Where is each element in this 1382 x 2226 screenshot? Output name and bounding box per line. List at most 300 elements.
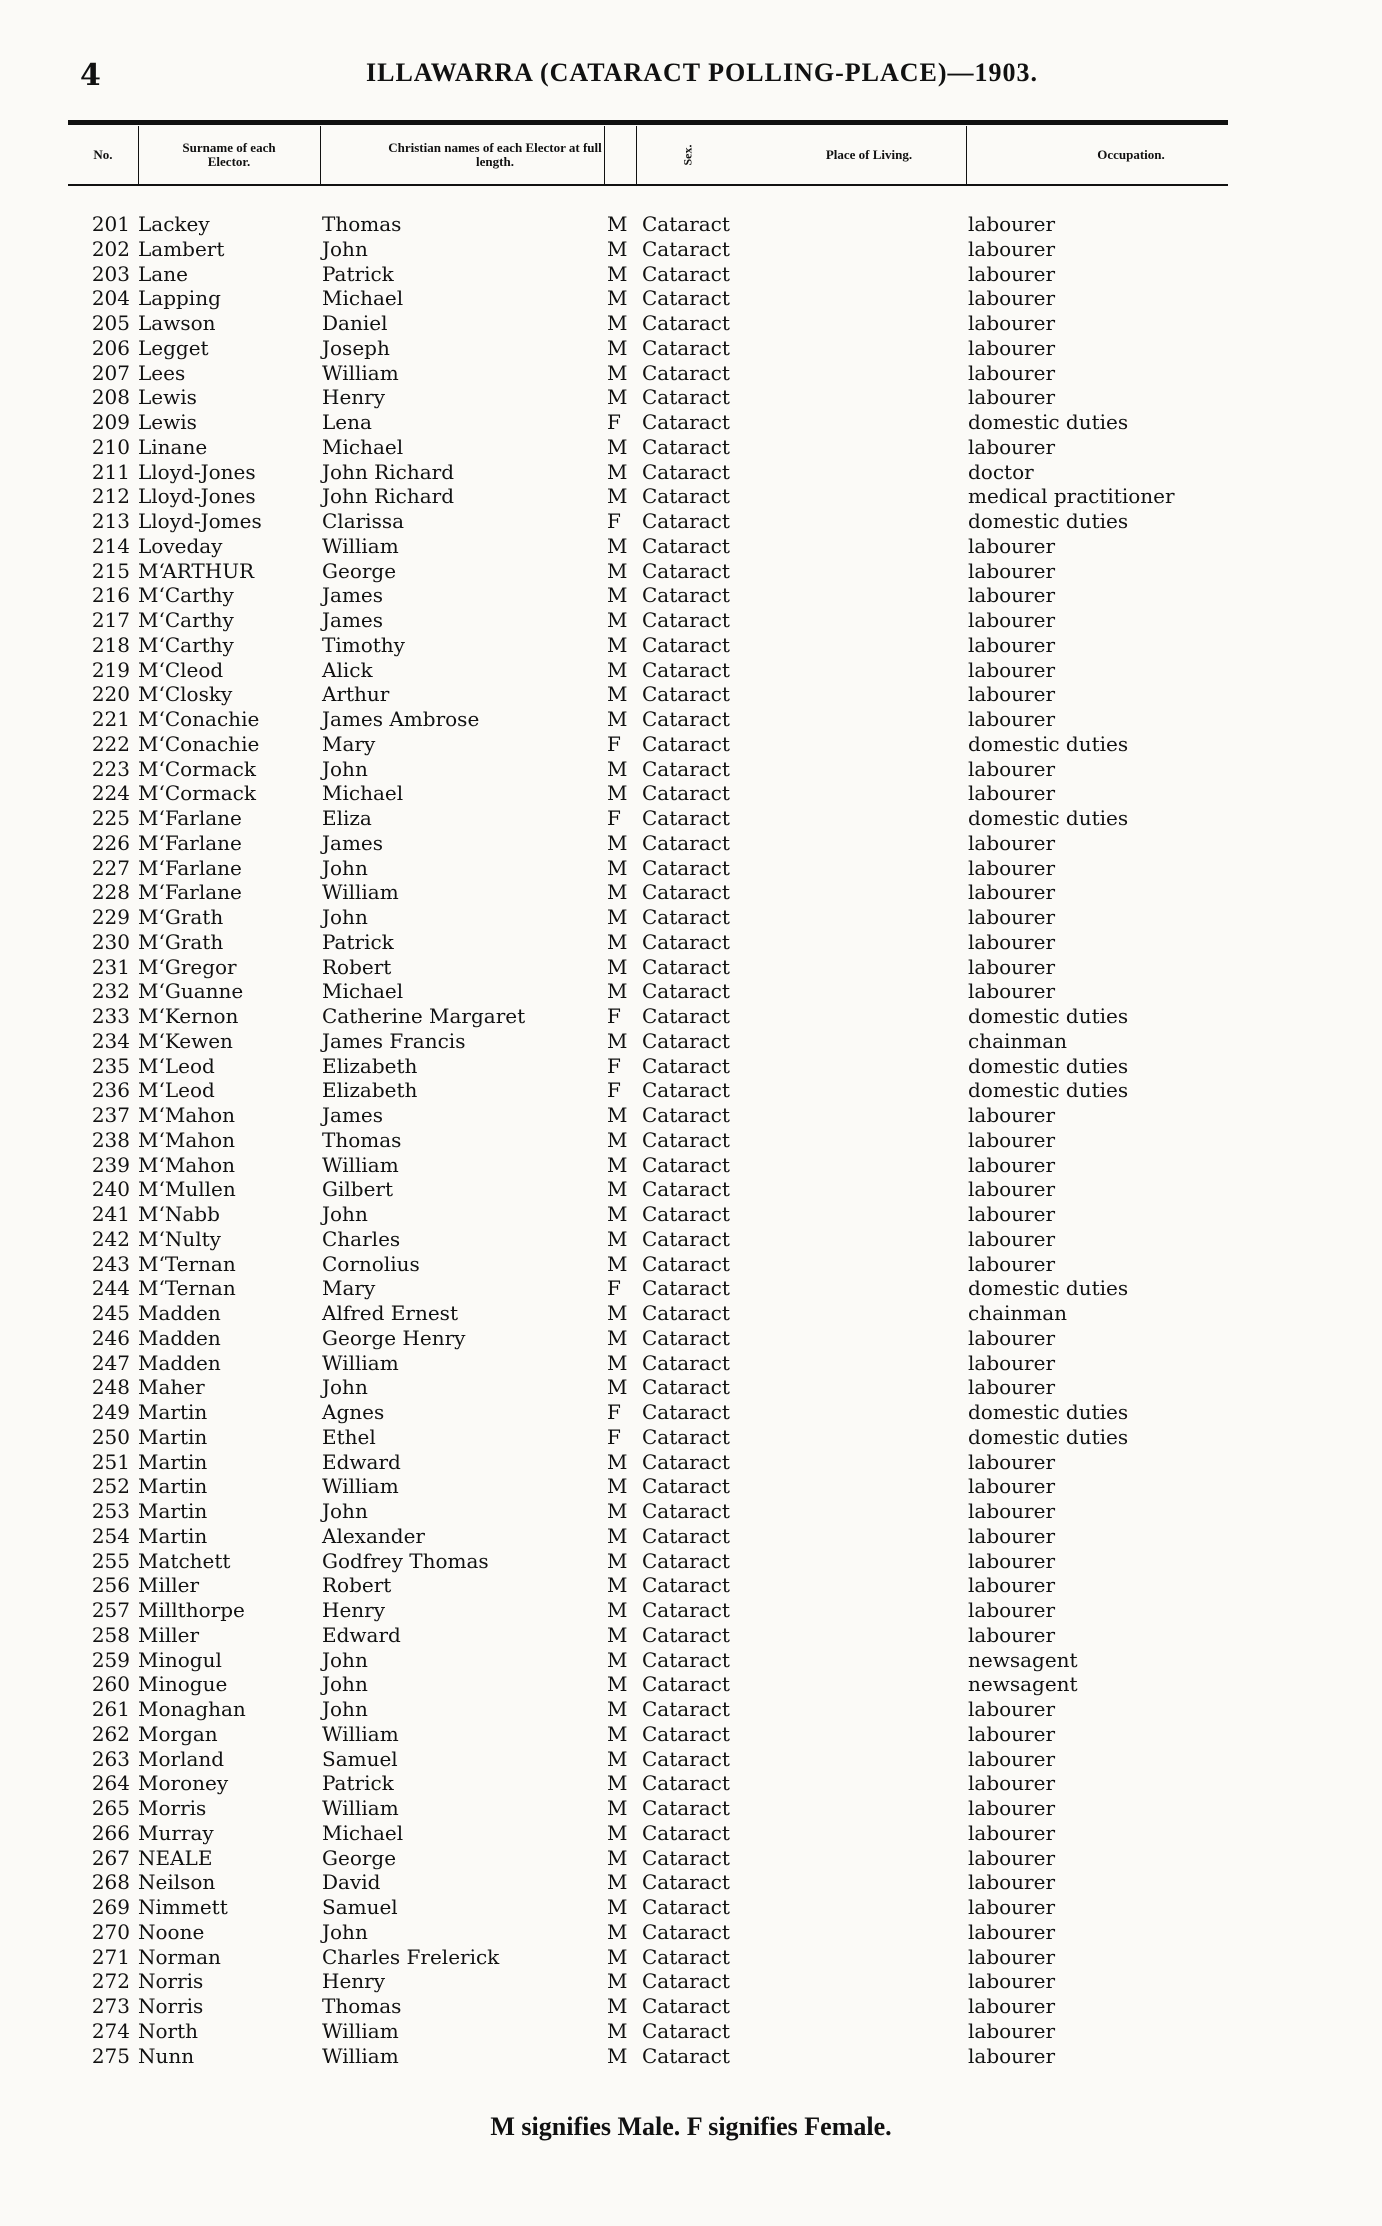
elector-number: 243 [91, 1251, 130, 1276]
elector-surname: Murray [138, 1820, 214, 1845]
elector-place: Cataract [642, 212, 730, 236]
elector-place: Cataract [642, 1746, 730, 1771]
elector-number: 272 [91, 1969, 130, 1994]
elector-surname: Norris [138, 1969, 204, 1994]
elector-place: Cataract [642, 657, 730, 682]
elector-given-names: Ethel [322, 1424, 376, 1449]
elector-number: 255 [91, 1548, 130, 1573]
elector-occupation: labourer [968, 1994, 1056, 2018]
elector-given-names: John [322, 855, 368, 880]
elector-given-names: William [322, 2018, 399, 2043]
elector-number: 256 [91, 1573, 130, 1598]
elector-surname: Martin [138, 1499, 208, 1523]
elector-place: Cataract [642, 1325, 730, 1350]
table-row [0, 286, 1382, 311]
table-row [0, 1177, 1382, 1202]
elector-sex: M [607, 1523, 628, 1548]
elector-given-names: William [322, 1152, 399, 1177]
elector-place: Cataract [642, 2043, 730, 2068]
elector-occupation: domestic duties [968, 731, 1129, 756]
table-row [0, 1400, 1382, 1425]
elector-occupation: labourer [968, 2043, 1056, 2068]
elector-occupation: labourer [968, 2018, 1056, 2043]
elector-surname: M‘Mullen [138, 1177, 236, 1202]
elector-given-names: Timothy [322, 632, 405, 657]
table-row [0, 559, 1382, 584]
elector-given-names: Robert [322, 954, 392, 979]
elector-number: 226 [91, 830, 130, 855]
elector-given-names: Henry [322, 1969, 386, 1994]
header-place: Place of Living. [825, 147, 913, 162]
elector-occupation: newsagent [968, 1672, 1078, 1697]
table-row [0, 1697, 1382, 1722]
table-row [0, 1722, 1382, 1747]
elector-given-names: Thomas [322, 1994, 402, 2018]
elector-occupation: labourer [968, 1622, 1056, 1647]
elector-number: 222 [91, 731, 130, 756]
elector-place: Cataract [642, 583, 730, 608]
elector-given-names: Charles [322, 1226, 401, 1251]
elector-number: 251 [91, 1449, 130, 1474]
elector-given-names: Henry [322, 385, 386, 410]
elector-occupation: labourer [968, 1474, 1056, 1499]
elector-occupation: labourer [968, 1152, 1056, 1177]
elector-number: 205 [91, 311, 130, 335]
elector-place: Cataract [642, 1004, 730, 1028]
elector-given-names: Charles Frelerick [322, 1944, 500, 1969]
sex-legend-footer: M signifies Male. F signifies Female. [490, 2112, 892, 2141]
elector-sex: M [607, 1969, 628, 1994]
elector-surname: NEALE [138, 1845, 213, 1870]
elector-number: 206 [91, 335, 130, 360]
elector-place: Cataract [642, 1994, 730, 2018]
elector-sex: M [607, 335, 628, 360]
elector-number: 271 [91, 1944, 130, 1969]
elector-sex: M [607, 954, 628, 979]
elector-given-names: James [322, 608, 384, 632]
elector-surname: Millthorpe [138, 1598, 245, 1622]
table-row [0, 831, 1382, 856]
elector-sex: M [607, 434, 628, 459]
elector-number: 202 [91, 236, 130, 261]
table-row [0, 1846, 1382, 1871]
elector-place: Cataract [642, 1202, 730, 1226]
elector-place: Cataract [642, 1598, 730, 1622]
elector-occupation: medical practitioner [968, 484, 1175, 509]
elector-given-names: William [322, 1350, 399, 1375]
elector-given-names: John [322, 905, 368, 929]
elector-sex: M [607, 360, 628, 385]
elector-given-names: John [322, 1672, 368, 1697]
table-row [0, 311, 1382, 336]
table-row [0, 435, 1382, 460]
elector-occupation: labourer [968, 1598, 1056, 1622]
elector-number: 227 [91, 855, 130, 880]
elector-occupation: labourer [968, 682, 1056, 707]
elector-surname: M‘ARTHUR [138, 558, 255, 583]
elector-number: 252 [91, 1474, 130, 1499]
elector-given-names: James [322, 583, 384, 608]
elector-given-names: Alick [322, 657, 373, 682]
elector-given-names: John [322, 236, 368, 261]
elector-sex: M [607, 756, 628, 781]
elector-sex: M [607, 1598, 628, 1622]
elector-given-names: Michael [322, 434, 404, 459]
elector-sex: M [607, 1202, 628, 1226]
table-row [0, 1202, 1382, 1227]
elector-number: 225 [91, 806, 130, 830]
elector-place: Cataract [642, 756, 730, 781]
elector-list [0, 212, 1382, 2068]
elector-occupation: labourer [968, 558, 1056, 583]
table-row [0, 1326, 1382, 1351]
elector-sex: M [607, 2018, 628, 2043]
table-row [0, 484, 1382, 509]
table-row [0, 781, 1382, 806]
elector-number: 238 [91, 1127, 130, 1152]
elector-sex: M [607, 459, 628, 484]
elector-sex: M [607, 1251, 628, 1276]
elector-number: 270 [91, 1919, 130, 1944]
elector-number: 269 [91, 1895, 130, 1919]
elector-surname: Lane [138, 261, 188, 286]
elector-surname: M‘Kernon [138, 1004, 239, 1028]
elector-occupation: labourer [968, 657, 1056, 682]
elector-sex: M [607, 212, 628, 236]
elector-surname: Madden [138, 1301, 221, 1325]
elector-occupation: labourer [968, 236, 1056, 261]
elector-place: Cataract [642, 1301, 730, 1325]
elector-number: 258 [91, 1622, 130, 1647]
elector-given-names: Clarissa [322, 509, 405, 533]
elector-number: 221 [91, 707, 130, 731]
elector-occupation: labourer [968, 632, 1056, 657]
elector-surname: Neilson [138, 1870, 216, 1895]
elector-surname: Legget [138, 335, 209, 360]
elector-given-names: William [322, 880, 399, 905]
elector-place: Cataract [642, 335, 730, 360]
elector-number: 210 [91, 434, 130, 459]
elector-sex: M [607, 1573, 628, 1598]
table-row [0, 905, 1382, 930]
elector-place: Cataract [642, 1226, 730, 1251]
elector-place: Cataract [642, 1375, 730, 1400]
elector-place: Cataract [642, 1870, 730, 1895]
table-row [0, 1425, 1382, 1450]
elector-surname: Norris [138, 1994, 204, 2018]
elector-number: 224 [91, 781, 130, 806]
elector-place: Cataract [642, 682, 730, 707]
elector-occupation: labourer [968, 1845, 1056, 1870]
elector-surname: M‘Farlane [138, 806, 242, 830]
elector-given-names: Alexander [322, 1523, 425, 1548]
elector-number: 211 [91, 459, 130, 484]
elector-sex: M [607, 608, 628, 632]
elector-place: Cataract [642, 459, 730, 484]
elector-occupation: domestic duties [968, 1004, 1129, 1028]
elector-surname: Morland [138, 1746, 225, 1771]
elector-place: Cataract [642, 905, 730, 929]
col-divider [138, 126, 139, 184]
elector-number: 237 [91, 1103, 130, 1127]
elector-occupation: domestic duties [968, 806, 1129, 830]
elector-sex: M [607, 236, 628, 261]
table-row [0, 2044, 1382, 2069]
elector-number: 234 [91, 1028, 130, 1053]
table-row [0, 1351, 1382, 1376]
elector-place: Cataract [642, 385, 730, 410]
table-row [0, 361, 1382, 386]
elector-sex: M [607, 1103, 628, 1127]
elector-number: 217 [91, 608, 130, 632]
elector-sex: M [607, 1152, 628, 1177]
elector-given-names: Thomas [322, 212, 402, 236]
elector-sex: M [607, 1028, 628, 1053]
elector-given-names: Robert [322, 1573, 392, 1598]
elector-place: Cataract [642, 1103, 730, 1127]
elector-place: Cataract [642, 1796, 730, 1820]
elector-place: Cataract [642, 707, 730, 731]
elector-occupation: labourer [968, 608, 1056, 632]
elector-given-names: James [322, 1103, 384, 1127]
elector-occupation: labourer [968, 212, 1056, 236]
elector-surname: Loveday [138, 533, 223, 558]
elector-given-names: William [322, 1474, 399, 1499]
elector-occupation: labourer [968, 1944, 1056, 1969]
elector-given-names: John [322, 1375, 368, 1400]
elector-sex: M [607, 707, 628, 731]
elector-occupation: domestic duties [968, 1053, 1129, 1078]
elector-surname: M‘Farlane [138, 855, 242, 880]
table-row [0, 1623, 1382, 1648]
elector-place: Cataract [642, 1548, 730, 1573]
table-row [0, 1969, 1382, 1994]
elector-given-names: Eliza [322, 806, 372, 830]
elector-given-names: William [322, 533, 399, 558]
elector-number: 246 [91, 1325, 130, 1350]
table-row [0, 880, 1382, 905]
elector-number: 248 [91, 1375, 130, 1400]
header-no: No. [93, 147, 113, 162]
table-row [0, 583, 1382, 608]
elector-given-names: George [322, 558, 397, 583]
table-row [0, 509, 1382, 534]
header-surname: Surname of each Elector. [182, 140, 276, 169]
elector-sex: M [607, 385, 628, 410]
elector-place: Cataract [642, 1449, 730, 1474]
elector-occupation: labourer [968, 1771, 1056, 1796]
elector-surname: Noone [138, 1919, 205, 1944]
elector-sex: M [607, 979, 628, 1004]
elector-given-names: David [322, 1870, 381, 1895]
elector-place: Cataract [642, 1622, 730, 1647]
table-row [0, 1821, 1382, 1846]
elector-surname: North [138, 2018, 199, 2043]
elector-given-names: James [322, 830, 384, 855]
table-row [0, 1450, 1382, 1475]
elector-occupation: newsagent [968, 1647, 1078, 1672]
table-row [0, 1870, 1382, 1895]
elector-surname: Madden [138, 1350, 221, 1375]
elector-sex: M [607, 1548, 628, 1573]
elector-place: Cataract [642, 2018, 730, 2043]
elector-place: Cataract [642, 311, 730, 335]
elector-occupation: labourer [968, 1721, 1056, 1746]
elector-sex: M [607, 905, 628, 929]
elector-given-names: Cornolius [322, 1251, 420, 1276]
elector-surname: M‘Guanne [138, 979, 244, 1004]
elector-given-names: George [322, 1845, 397, 1870]
elector-place: Cataract [642, 1350, 730, 1375]
elector-place: Cataract [642, 1845, 730, 1870]
elector-surname: M‘Farlane [138, 830, 242, 855]
table-row [0, 336, 1382, 361]
elector-number: 259 [91, 1647, 130, 1672]
elector-surname: Minogue [138, 1672, 228, 1697]
elector-given-names: Edward [322, 1449, 401, 1474]
elector-given-names: Michael [322, 979, 404, 1004]
col-divider [320, 126, 321, 184]
header-sex-label: Sex. [680, 144, 694, 166]
table-row [0, 212, 1382, 237]
elector-number: 263 [91, 1746, 130, 1771]
elector-surname: Nunn [138, 2043, 195, 2068]
elector-occupation: labourer [968, 311, 1056, 335]
elector-occupation: labourer [968, 1499, 1056, 1523]
elector-given-names: John [322, 1647, 368, 1672]
elector-given-names: Alfred Ernest [322, 1301, 458, 1325]
col-divider [966, 126, 967, 184]
elector-number: 212 [91, 484, 130, 509]
elector-sex: M [607, 583, 628, 608]
elector-given-names: Elizabeth [322, 1053, 418, 1078]
elector-surname: Moroney [138, 1771, 229, 1796]
elector-occupation: chainman [968, 1028, 1068, 1053]
elector-place: Cataract [642, 954, 730, 979]
elector-sex: M [607, 1870, 628, 1895]
elector-occupation: labourer [968, 1796, 1056, 1820]
elector-place: Cataract [642, 880, 730, 905]
elector-place: Cataract [642, 410, 730, 434]
elector-surname: Lackey [138, 212, 210, 236]
elector-sex: M [607, 632, 628, 657]
elector-place: Cataract [642, 608, 730, 632]
elector-number: 257 [91, 1598, 130, 1622]
elector-surname: Monaghan [138, 1697, 246, 1721]
elector-sex: M [607, 558, 628, 583]
elector-sex: M [607, 533, 628, 558]
elector-given-names: William [322, 1721, 399, 1746]
elector-sex: M [607, 1994, 628, 2018]
elector-sex: M [607, 1895, 628, 1919]
elector-occupation: labourer [968, 1177, 1056, 1202]
elector-number: 254 [91, 1523, 130, 1548]
elector-sex: M [607, 830, 628, 855]
elector-number: 232 [91, 979, 130, 1004]
elector-surname: M‘Carthy [138, 583, 234, 608]
elector-sex: M [607, 1820, 628, 1845]
elector-surname: M‘Leod [138, 1053, 215, 1078]
elector-occupation: labourer [968, 1325, 1056, 1350]
elector-place: Cataract [642, 1177, 730, 1202]
elector-surname: Minogul [138, 1647, 222, 1672]
elector-occupation: labourer [968, 954, 1056, 979]
elector-number: 273 [91, 1994, 130, 2018]
elector-number: 214 [91, 533, 130, 558]
table-row [0, 1375, 1382, 1400]
elector-surname: Lloyd-Jomes [138, 509, 262, 533]
elector-given-names: Agnes [322, 1400, 385, 1424]
table-row [0, 1524, 1382, 1549]
table-row [0, 1252, 1382, 1277]
table-row [0, 633, 1382, 658]
elector-number: 209 [91, 410, 130, 434]
elector-occupation: labourer [968, 1573, 1056, 1598]
elector-number: 264 [91, 1771, 130, 1796]
elector-occupation: labourer [968, 756, 1056, 781]
elector-surname: Martin [138, 1474, 208, 1499]
elector-given-names: Gilbert [322, 1177, 394, 1202]
elector-place: Cataract [642, 1721, 730, 1746]
elector-surname: M‘Carthy [138, 632, 234, 657]
elector-given-names: James Francis [322, 1028, 466, 1053]
elector-surname: Linane [138, 434, 208, 459]
table-row [0, 1994, 1382, 2019]
elector-sex: M [607, 1350, 628, 1375]
elector-occupation: labourer [968, 1697, 1056, 1721]
elector-occupation: labourer [968, 385, 1056, 410]
elector-surname: M‘Grath [138, 905, 224, 929]
elector-number: 215 [91, 558, 130, 583]
elector-place: Cataract [642, 830, 730, 855]
table-row [0, 2019, 1382, 2044]
table-row [0, 806, 1382, 831]
elector-given-names: John [322, 1202, 368, 1226]
table-row [0, 1004, 1382, 1029]
elector-given-names: James Ambrose [322, 707, 480, 731]
col-divider [604, 126, 605, 184]
elector-occupation: labourer [968, 1375, 1056, 1400]
table-row [0, 1301, 1382, 1326]
elector-given-names: Edward [322, 1622, 401, 1647]
elector-sex: M [607, 1697, 628, 1721]
elector-surname: Lambert [138, 236, 225, 261]
elector-sex: M [607, 484, 628, 509]
elector-sex: M [607, 1845, 628, 1870]
table-row [0, 930, 1382, 955]
elector-given-names: Godfrey Thomas [322, 1548, 489, 1573]
elector-surname: Nimmett [138, 1895, 228, 1919]
elector-surname: M‘Farlane [138, 880, 242, 905]
elector-occupation: labourer [968, 583, 1056, 608]
elector-surname: M‘Closky [138, 682, 233, 707]
elector-given-names: John [322, 756, 368, 781]
elector-sex: M [607, 1127, 628, 1152]
elector-place: Cataract [642, 1944, 730, 1969]
elector-surname: Martin [138, 1449, 208, 1474]
elector-given-names: Catherine Margaret [322, 1004, 526, 1028]
elector-sex: M [607, 261, 628, 286]
table-row [0, 1103, 1382, 1128]
elector-sex: F [607, 1276, 621, 1301]
elector-given-names: Mary [322, 731, 376, 756]
table-row [0, 1029, 1382, 1054]
elector-number: 268 [91, 1870, 130, 1895]
col-divider [636, 126, 637, 184]
elector-surname: M‘Carthy [138, 608, 234, 632]
elector-occupation: labourer [968, 1548, 1056, 1573]
table-row [0, 1474, 1382, 1499]
